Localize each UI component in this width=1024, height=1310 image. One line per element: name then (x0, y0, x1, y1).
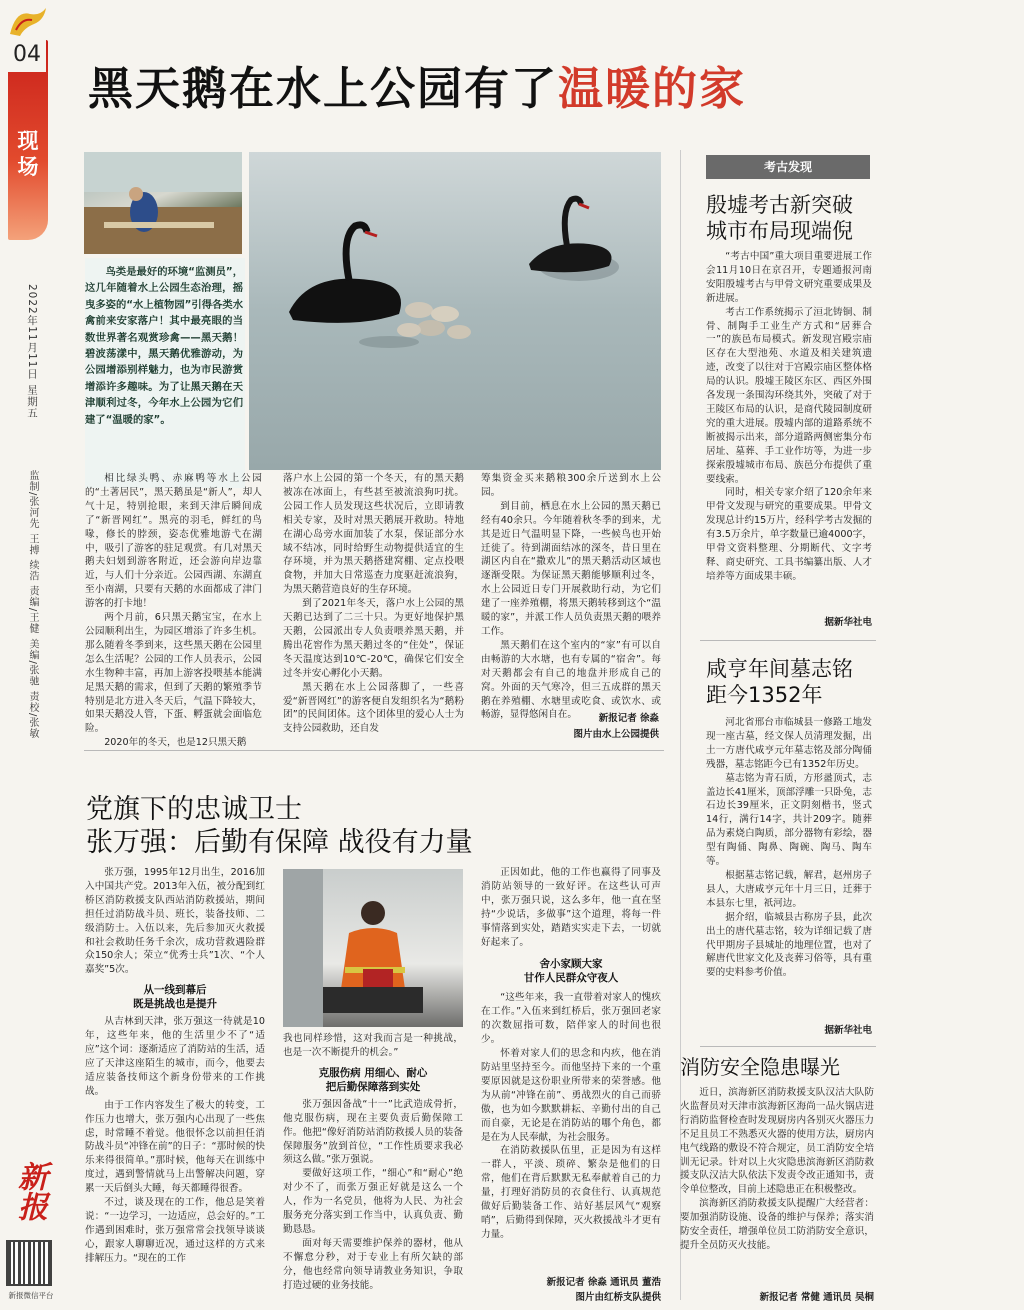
qr-code-icon (6, 1240, 52, 1286)
story2-title-line1: 党旗下的忠诚卫士 (86, 794, 302, 825)
section-label: 现场 (17, 129, 39, 179)
page-number: 04 (8, 38, 46, 72)
paragraph: 相比绿头鸭、赤麻鸭等水上公园的“土著居民”，黑天鹅虽是“新人”，却人气十足，特别抢眼，来到天津后瞬间成了“新晋网红”。黑亮的羽毛，鲜红的鸟喙，修长的脖颈，姿态优雅地游弋在湖中，吸引了游客的驻足观赏。有几对黑天鹅夫妇划到游客附近，还会游向岸边靠近，与人们十分亲近。公园西湖、东湖直至小南湖，只要有天鹅的水面都成了津门游客的打卡地！ (85, 473, 262, 610)
paragraph: 根据墓志铭记载，解君，赵州房子县人，大唐咸亨元年十月三日，迁葬于本县东七里，祇河边。 (706, 869, 872, 909)
paragraph: 滨海新区消防救援支队提醒广大经营者：要加强消防设施、设备的维护与保养；落实消防安全责任，增强单位员工防消防安全意识，提升全员防灭火技能。 (680, 1198, 874, 1251)
paragraph: 黑天鹅在水上公园落脚了，一些喜爱“新晋网红”的游客便自发组织名为“鹅粉团”的民间团体。这个团体里的爱心人士为支持公园救助，还自发 (283, 681, 464, 735)
headline-part1: 黑天鹅在水上公园有了 (88, 62, 559, 115)
story2-title-line2: 张万强：后勤有保障 战役有力量 (86, 827, 473, 858)
paragraph: 筹集资金买来鹅粮300余斤送到水上公园。 (481, 473, 661, 498)
firefighter-photo (283, 869, 463, 1027)
sidebar-story3-body (680, 1086, 874, 1292)
divider (700, 640, 876, 641)
qr-label: 新报微信平台 (8, 1291, 54, 1300)
subhead-3-line1: 舍小家顾大家 (539, 958, 603, 971)
paragraph: 落户水上公园的第一个冬天，有的黑天鹅被冻在冰面上，有些甚至被流浪狗叼扰。公园工作人员发现这些状况后，立即请教相关专家，及时对黑天鹅展开救助。特地在湖心岛旁水面加装了水泵，保证部分水域不结冰，同时给野生动物提供适宜的生存环境，并为黑天鹅搭建窝棚、定点投喂食物，并加大日常巡查力度驱赶流浪狗，为黑天鹅营造良好的生存环境。 (283, 473, 464, 596)
paragraph: 据介绍，临城县古称房子县，此次出土的唐代墓志铭，较为详细记载了唐代甲期房子县城址的地理位置，也对了解唐代世家文化及丧葬习俗等，具有重要的史料参考价值。 (706, 911, 872, 979)
subhead-2-line1: 克服伤病 用细心、耐心 (318, 1066, 428, 1079)
subhead-1-line1: 从一线到幕后 (143, 984, 207, 997)
headline-part2: 温暖的家 (558, 62, 747, 115)
date-line: 2022年11月11日 星期五 (26, 284, 38, 419)
lead-text: 鸟类是最好的环境“监测员”，这几年随着水上公园生态治理，摇曳多姿的“水上植物园”引得各类水禽前来安家落户！其中最亮眼的当数世界著名观赏珍禽——黑天鹅！碧波荡漾中，黑天鹅优雅游动，为公园增添别样魅力，也为市民游赏增添许多趣味。为了让黑天鹅在天津顺利过冬，今年水上公园为它们建了“温暖的家”。 (85, 266, 243, 426)
divider (700, 1046, 876, 1047)
main-headline (88, 52, 746, 117)
sidebar-story2-body (706, 716, 872, 1022)
paragraph: 面对每天需要维护保养的器材，他从不懈怠分秒，对于专业上有所欠缺的部分，他也经常向领导请教业务知识，争取打造过硬的业务技能。 (283, 1237, 463, 1291)
paragraph: 同时，相关专家介绍了120余年来甲骨文发现与研究的重要成果。甲骨文发现总计约15万片，经科学考古发掘的有3.5万余片，单字数量已逾4000字，甲骨文资料整理、分期断代、文字考释、商史研究、工具书编纂出版、人才培养等方面成果丰硕。 (706, 487, 872, 582)
paragraph: 张万强因备战“十一”比武造成骨折，他克服伤病，现在主要负责后勤保障工作。他把“像好消防站消防救援人员的装备保障服务”放到首位，“工作性质要求我必须这么做。”张万强说。 (283, 1098, 463, 1166)
story2-col-2 (283, 1032, 463, 1304)
paragraph: 不过，谈及现在的工作，他总是笑着说：“一边学习，一边适应，总会好的。”工作遇到困难时，张万强常常会找领导谈谈心，跟家人聊聊近况，通过这样的方式来排解压力。“现在的工作 (85, 1197, 265, 1264)
paragraph: 正因如此，他的工作也赢得了同事及消防站领导的一致好评。在这些认可声中，张万强只说，这么多年，他一直在坚持“少说话，多做事”这个道理，将每一件事情落到实处，踏踏实实走下去，一切就好起来了。 (481, 867, 661, 948)
divider (84, 750, 664, 751)
story2-col-1 (85, 866, 265, 1306)
sidebar-story2-credit: 据新华社电 (824, 1025, 872, 1036)
sidebar-tag: 考古发现 (706, 155, 870, 179)
paragraph: 到目前，栖息在水上公园的黑天鹅已经有40余只。今年随着秋冬季的到来，尤其是近日气温明显下降，一些候鸟也开始迁徙了。待到湖面结冰的深冬，昔日里在湖区内自在“撒欢儿”的黑天鹅活动区域也逐渐受限。为保证黑天鹅能够顺利过冬，水上公园近日专门开展救助行动，为它们建了一座养殖棚，将黑天鹅转移到这个“温暖的家”，并派工作人员负责黑天鹅的喂养工作。 (481, 500, 661, 637)
main-col-1 (85, 472, 262, 749)
paragraph: 到了2021年冬天，落户水上公园的黑天鹅已达到了二三十只。为更好地保护黑天鹅，公园派出专人负责喂养黑天鹅，并腾出花窖作为黑天鹅过冬的“住处”，保证冬天温度达到10℃-20℃，确保它们安全过冬并安心孵化小天鹅。 (283, 598, 464, 679)
paragraph: 黑天鹅们在这个室内的“家”有可以自由畅游的大水塘，也有专属的“宿舍”。每对天鹅都会有自己的地盘并形成自己的窝。外面的天气寒冷，但三五成群的黑天鹅在养殖棚、水塘里或吃食、或饮水、或畅游，显得悠闲自在。 (481, 639, 661, 721)
paragraph: 近日，滨海新区消防救援支队汉沽大队防火监督员对天津市滨海新区海尚一品火锅店进行消防监督检查时发现厨房内各别灭火器压力不足且员工不熟悉灭火器的使用方法，厨房内电气线路的敷设不符合规定，员工消防安全培训无记录。针对以上火灾隐患滨海新区消防救援支队汉沽大队依法下发责令改正通知书，责令单位整改，目前上述隐患正在积极整改。 (680, 1087, 874, 1196)
story2-col-3 (481, 866, 661, 1274)
sidebar-story1-title-line2: 城市布局现端倪 (706, 219, 853, 243)
paragraph: 要做好这项工作，“细心”和“耐心”绝对少不了，而张万强正好就是这么一个人，作为一名党员，他将为人民、为社会服务充分落实到工作当中，认真负责、勤勤恳恳。 (283, 1168, 463, 1235)
paragraph: 张万强，1995年12月出生，2016加入中国共产党。2013年入伍，被分配到红桥区消防救援支队西站消防救援站，期间担任过消防战斗员、班长，装备技师、二级消防士。入伍以来，先后参加灭火救援和社会救助任务千余次，成功营救遇险群众150余人；荣立“优秀士兵”1次、“个人嘉奖”5次。 (85, 867, 265, 976)
keeper-photo (84, 152, 242, 254)
black-swans-photo (249, 152, 661, 470)
paragraph: 我也同样珍惜，这对我而言是一种挑战，也是一次不断提升的机会。” (283, 1033, 463, 1058)
main-credit-reporter: 新报记者 徐淼 (598, 713, 659, 724)
paragraph: 考古工作系统揭示了洹北铸铜、制骨、制陶手工业生产方式和“居葬合一”的族邑布局模式。新发现宫殿宗庙区存在大型池苑、水道及相关建筑遗迹，改变了以往对于宫殿宗庙区整体格局的认识。殷墟王陵区东区、西区外围各发现一条围沟环绕其外，突破了对于王陵区布局的认识，是商代陵园制度研究的重大进展。殷墟内部的道路系统不断被揭示出来，部分道路两侧密集分布居址、墓葬、手工业作坊等，为进一步探索殷墟城市布局、族邑分布提供了重要线索。 (706, 306, 872, 485)
page-number-tab (0, 0, 60, 260)
paragraph: 在消防救援队伍里，正是因为有这样一群人，平淡、琐碎、繁杂是他们的日常，他们在背后默默无私奉献着自己的力量，打理好消防员的衣食住行、认真规范做好后勤装备工作、站好基层风气“观察哨”，后勤得到保障，灭火救援战斗才更有力量。 (481, 1145, 661, 1240)
sidebar-story1-body (706, 250, 872, 614)
paragraph: 两个月前，6只黑天鹅宝宝，在水上公园顺利出生，为园区增添了许多生机。那么随着冬季到来，这些黑天鹅在公园里怎么生活呢？公园的工作人员表示，公园水生物种丰富，再加上游客投喂基本能满足黑天鹅的需求，但到了天鹅的繁殖季节特别是北方进入冬天后，气温下降较大，如果天鹅没人管，下蛋、孵蛋就会面临危险。 (85, 612, 262, 735)
sidebar-story1-credit: 据新华社电 (824, 617, 872, 628)
paragraph: 2020年的冬天，也是12只黑天鹅 (104, 737, 247, 749)
paragraph: “考古中国”重大项目重要进展工作会11月10日在京召开，专题通报河南安阳殷墟考古与甲骨文研究重要成果及新进展。 (706, 251, 872, 304)
subhead-3-line2: 甘作人民群众守夜人 (523, 972, 619, 985)
subhead-1-line2: 既是挑战也是提升 (133, 998, 217, 1011)
main-credit-photo: 图片由水上公园提供 (573, 729, 659, 740)
sidebar-story2-title-line1: 咸亨年间墓志铭 (706, 657, 853, 681)
paragraph: “这些年来，我一直带着对家人的愧疚在工作。”入伍来到红桥后，张万强回老家的次数屈指可数，陪伴家人的时间也很少。 (481, 992, 661, 1046)
subhead-2-line2: 把后勤保障落到实处 (325, 1080, 421, 1093)
paragraph: 怀着对家人们的思念和内疚，他在消防站里坚持至今。而他坚持下来的一个重要原因就是这份职业所带来的荣誉感。他为从前“冲锋在前”、勇战烈火的自己而骄傲，也为如今默默耕耘、辛勤付出的自己而自豪，无论是在消防站的哪个角色，都是在为人民奉献，为社会服务。 (481, 1048, 661, 1143)
sidebar-story2-title-line2: 距今1352年 (706, 683, 823, 707)
sidebar-story1-title-line1: 殷墟考古新突破 (706, 193, 853, 217)
editors-line: 监制/张河先 王搏 续浩 责编/王健 美编/张驰 责校/张敏 (27, 470, 38, 740)
paragraph: 从吉林到天津，张万强这一待就是10年，这些年来，他的生活里少不了“适应”这个词：逐渐适应了消防站的生活，适应了天津这座陌生的城市，而今，他要去适应装备技师这个新身份带来的工作挑战。 (85, 1016, 265, 1097)
paragraph: 墓志铭为青石质，方形盝顶式，志盖边长41厘米，顶部浮雕一只卧兔，志石边长39厘米，正文阴刻楷书，竖式14行，满行14字，共计209字。随葬品为素烧白陶质，部分器物有彩绘，器型有陶俑、陶鼻、陶碗、陶马、陶车等。 (706, 772, 872, 868)
story2-credit-photo: 图片由红桥支队提供 (575, 1292, 661, 1303)
story2-credit-reporter: 新报记者 徐淼 通讯员 董浩 (546, 1277, 661, 1288)
sidebar-story3-title: 消防安全隐患曝光 (680, 1055, 840, 1079)
paragraph: 河北省邢台市临城县一修路工地发现一座古墓，经文保人员清理发掘，出土一方唐代咸亨元年墓志铭及部分陶俑残器，墓志铭距今已有1352年历史。 (706, 717, 872, 770)
main-col-2 (283, 472, 464, 744)
dragon-logo-icon (6, 4, 50, 38)
sidebar-story3-credit: 新报记者 常健 通讯员 吴桐 (759, 1292, 874, 1303)
newspaper-logo: 新报 (12, 1161, 47, 1221)
paragraph: 由于工作内容发生了极大的转变，工作压力也增大，张万强内心出现了一些焦虑，时常睡不着觉。他很怀念以前担任消防战斗员“冲锋在前”的日子：“那时候的快乐来得很简单。”那时候，他每天在训练中度过，遇到警情就马上出警解决问题，穿累一天后倒头大睡，每天都睡得很香。 (85, 1099, 265, 1195)
